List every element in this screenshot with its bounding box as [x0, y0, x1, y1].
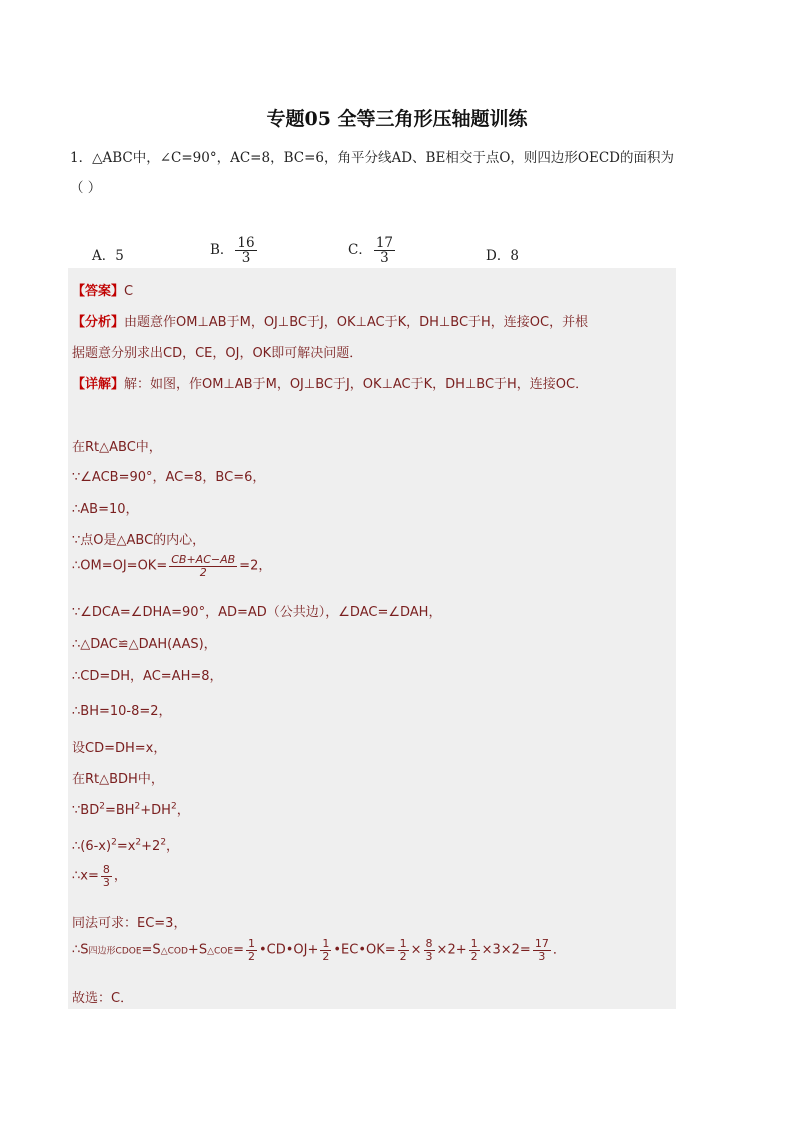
- question-number: 1．: [70, 150, 93, 166]
- half-1-num: 1: [247, 937, 255, 950]
- step-12-c: +DH: [140, 803, 171, 818]
- step-11: 在Rt△BDH中，: [72, 772, 164, 787]
- half-3-num: 1: [399, 937, 407, 950]
- step-16-a: ∴S: [72, 942, 89, 958]
- option-a-value: 5: [115, 248, 124, 264]
- step-3: ∴AB=10，: [72, 502, 139, 517]
- step-14-denominator: 3: [102, 875, 110, 889]
- step-16-end: ．: [552, 942, 566, 958]
- step-16-b: =S: [141, 942, 161, 958]
- page-title: 专题05 全等三角形压轴题训练: [266, 108, 528, 130]
- step-13-b: =x: [116, 839, 136, 854]
- step-13-d: ，: [166, 839, 180, 854]
- half-1-den: 2: [247, 949, 255, 963]
- step-12-sq-2: 2: [134, 801, 141, 812]
- option-c-label: C．: [348, 242, 372, 259]
- half-2-num: 1: [322, 937, 330, 950]
- step-5-denominator: 2: [199, 565, 207, 579]
- answer-tag: 【答案】: [72, 284, 125, 299]
- step-1: 在Rt△ABC中，: [72, 440, 162, 455]
- step-8: ∴CD=DH，AC=AH=8，: [72, 669, 223, 684]
- step-13-sq-3: 2: [160, 837, 167, 848]
- step-15: 同法可求：EC=3，: [72, 916, 187, 931]
- analysis-text-1: 由题意作OM⊥AB于M，OJ⊥BC于J，OK⊥AC于K，DH⊥BC于H，连接OC，并根: [124, 315, 589, 330]
- step-16: [72, 938, 566, 962]
- step-13-sq-1: 2: [111, 837, 117, 848]
- option-b-denominator: 3: [241, 250, 251, 267]
- step-12-d: ，: [176, 803, 190, 818]
- detail-line-1: [72, 373, 588, 392]
- answer-value: C: [124, 284, 134, 299]
- step-16-i: ×3×2=: [481, 942, 531, 958]
- step-16-d: =: [233, 942, 244, 958]
- half-4-num: 1: [470, 937, 478, 950]
- question-line-1: [70, 146, 674, 166]
- step-16-e: •CD•OJ+: [258, 942, 319, 958]
- step-14-numerator: 8: [102, 863, 110, 876]
- step-16-sub-1: 四边形CDOE: [88, 946, 142, 957]
- option-d-label: D．: [486, 248, 511, 264]
- option-c: [348, 236, 397, 265]
- question-line-2: （ ）: [70, 180, 102, 196]
- analysis-line-2: 据题意分别求出CD，CE，OJ，OK即可解决问题．: [72, 346, 363, 361]
- step-9: ∴BH=10-8=2，: [72, 704, 172, 719]
- step-14-suffix: ，: [113, 868, 127, 884]
- step-5-suffix: =2，: [239, 558, 272, 574]
- step-13-a: ∴(6-x): [72, 839, 112, 854]
- step-5: [72, 554, 271, 578]
- option-b-numerator: 16: [237, 235, 255, 251]
- step-10: 设CD=DH=x，: [72, 741, 167, 756]
- step-16-g: ×: [410, 942, 422, 958]
- half-3-den: 2: [399, 949, 407, 963]
- step-6: ∵∠DCA=∠DHA=90°，AD=AD（公共边），∠DAC=∠DAH，: [72, 605, 442, 620]
- detail-text-1: 解：如图，作OM⊥AB于M，OJ⊥BC于J，OK⊥AC于K，DH⊥BC于H，连接OC．: [124, 377, 589, 392]
- eight-num: 8: [425, 937, 433, 950]
- step-13: [72, 835, 179, 854]
- analysis-line-1: [72, 311, 588, 330]
- step-16-h: ×2+: [436, 942, 467, 958]
- step-5-prefix: ∴OM=OJ=OK=: [72, 558, 168, 574]
- step-12-a: ∵BD: [72, 803, 100, 818]
- step-16-sub-3: △COE: [207, 946, 234, 957]
- step-7: ∴△DAC≌△DAH(AAS)，: [72, 637, 217, 652]
- step-14: [72, 864, 127, 888]
- step-12-b: =BH: [104, 803, 135, 818]
- step-5-numerator: CB+AC−AB: [171, 553, 236, 566]
- option-b: [210, 236, 259, 265]
- option-a-label: A．: [92, 248, 116, 264]
- result-den: 3: [538, 949, 546, 963]
- detail-tag: 【详解】: [72, 377, 125, 392]
- result-num: 17: [534, 937, 549, 950]
- step-16-f: •EC•OK=: [333, 942, 396, 958]
- step-13-c: +2: [141, 839, 161, 854]
- step-2: ∵∠ACB=90°，AC=8，BC=6，: [72, 470, 266, 485]
- step-4: ∵点O是△ABC的内心，: [72, 533, 206, 548]
- step-16-c: +S: [187, 942, 208, 958]
- step-17: 故选：C．: [72, 991, 134, 1006]
- answer-line: [72, 280, 133, 299]
- option-b-label: B．: [210, 242, 234, 259]
- eight-den: 3: [425, 949, 433, 963]
- option-d-value: 8: [510, 248, 519, 264]
- option-a: [92, 244, 124, 264]
- analysis-tag: 【分析】: [72, 315, 125, 330]
- option-c-denominator: 3: [380, 250, 389, 267]
- step-12-sq-3: 2: [170, 801, 177, 812]
- step-12: [72, 799, 190, 818]
- step-14-prefix: ∴x=: [72, 868, 99, 884]
- option-d: [486, 244, 519, 264]
- question-text: △ABC中，∠C=90°，AC=8，BC=6，角平分线AD、BE相交于点O，则四边形OECD的面积为: [92, 150, 674, 166]
- half-2-den: 2: [322, 949, 330, 963]
- step-12-sq-1: 2: [99, 801, 105, 812]
- half-4-den: 2: [470, 949, 478, 963]
- option-c-numerator: 17: [375, 235, 394, 251]
- step-16-sub-2: △COD: [160, 946, 188, 957]
- step-13-sq-2: 2: [135, 837, 142, 848]
